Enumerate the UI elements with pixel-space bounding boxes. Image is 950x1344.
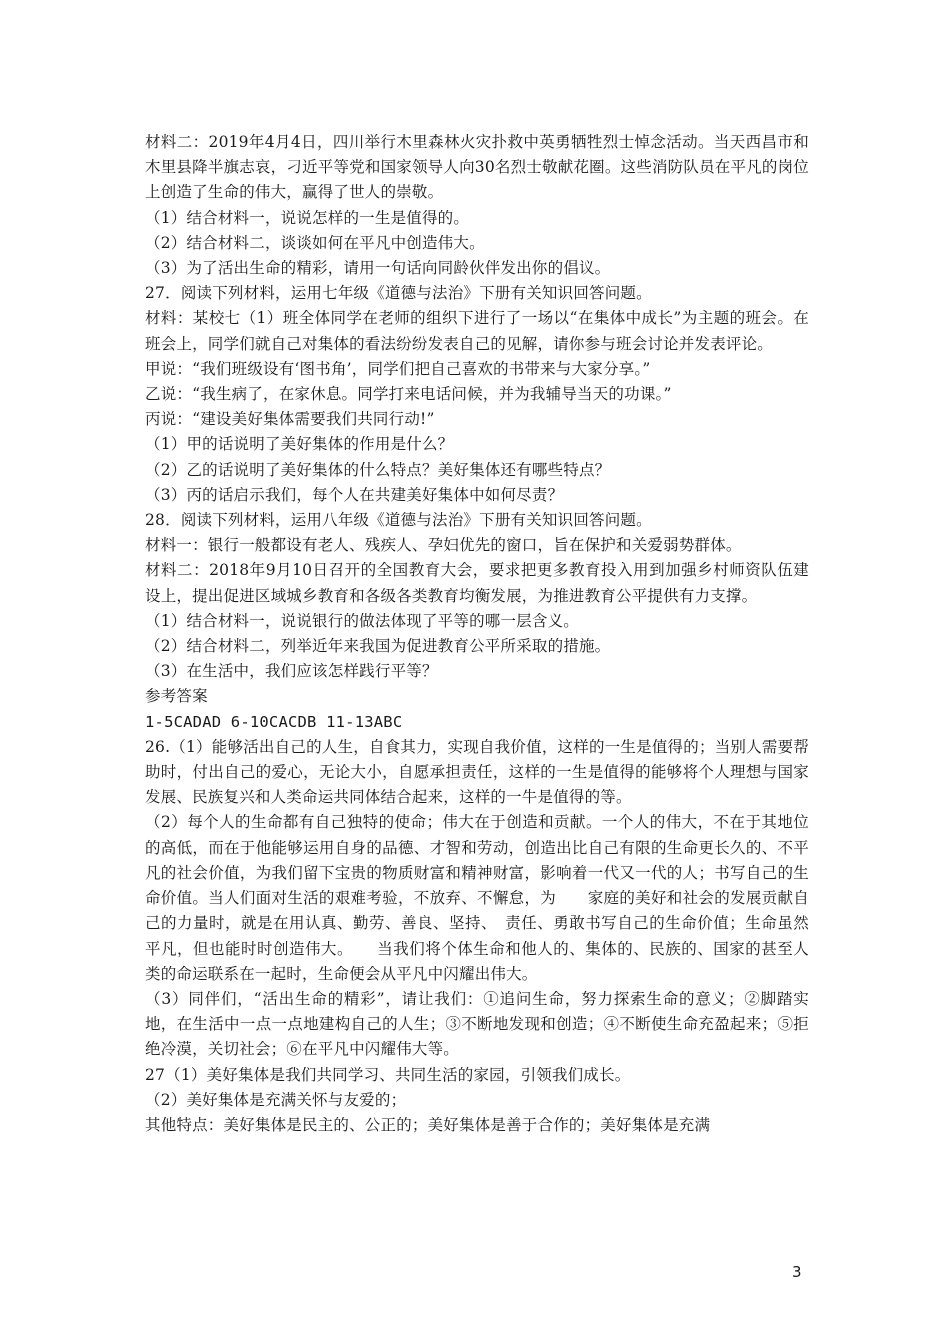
text-line: 其他特点：美好集体是民主的、公正的；美好集体是善于合作的；美好集体是充满: [145, 1115, 711, 1134]
text-line: 甲说：“我们班级设有‘图书角’，同学们把自己喜欢的书带来与大家分享。”: [145, 359, 651, 378]
text-paragraph: 26.（1）能够活出自己的人生，自食其力，实现自我价值，这样的一生是值得的；当别人需要帮助时，付出自己的爱心，无论大小，自愿承担责任，这样的一生是值得的能够将个人理想与国家发展、民族复兴和人类命运共同体结合起来，这样的一牛是值得的等。: [145, 737, 809, 807]
text-line: 27（1）美好集体是我们共同学习、共同生活的家园，引领我们成长。: [145, 1065, 631, 1084]
text-paragraph: 材料二：2019年4月4日，四川举行木里森林火灾扑救中英勇牺牲烈士悼念活动。当天西昌市和木里县降半旗志哀，刁近平等党和国家领导人向30名烈士敬献花圈。这些消防队员在平凡的岗位上创造了生命的伟大，赢得了世人的崇敬。: [145, 133, 809, 202]
text-paragraph: （2）每个人的生命都有自己独特的使命；伟大在于创造和贡献。一个人的伟大，不在于其地位的高低，而在于他能够运用自身的品德、才智和劳动，创造出比自己有限的生命更长久的、不平凡的社会价值，为我们留下宝贵的物质财富和精神财富，影响着一代又一代的人；书写自己的生命价值。当人们面对生活的艰难考验，不放弃、不懈怠，为 家庭的美好和社会的发展贡献自己的力量时，就是在用认真、勤劳、善良、坚持、 责任、勇敢书写自己的生命价值；生命虽然平凡，但也能时时创造伟大。 当我们将个体生命和他人的、集体的、民族的、国家的甚至人类的命运联系在一起时，生命便会从平凡中闪耀出伟大。: [145, 813, 809, 983]
text-line: （2）结合材料二，列举近年来我国为促进教育公平所采取的措施。: [145, 637, 611, 656]
text-paragraph: 材料：某校七（1）班全体同学在老师的组织下进行了一场以“在集体中成长”为主题的班会。在班会上，同学们就自己对集体的看法纷纷发表自己的见解，请你参与班会讨论并发表评论。: [145, 309, 809, 353]
text-line: （3）为了活出生命的精彩，请用一句话向同龄伙伴发出你的倡议。: [145, 259, 611, 278]
document-body: [145, 130, 809, 1138]
text-line: 乙说：“我生病了，在家休息。同学打来电话问候，并为我辅导当天的功课。”: [145, 385, 672, 404]
text-line: （1）结合材料一，说说怎样的一生是值得的。: [145, 208, 470, 227]
text-line: 材料一：银行一般都设有老人、残疾人、孕妇优先的窗口，旨在保护和关爱弱势群体。: [145, 536, 742, 555]
text-line: （3）在生活中，我们应该怎样践行平等？: [145, 662, 438, 681]
text-line: 参考答案: [145, 687, 208, 706]
text-line: （2）乙的话说明了美好集体的什么特点？美好集体还有哪些特点？: [145, 460, 611, 479]
text-line: （1）甲的话说明了美好集体的作用是什么？: [145, 435, 454, 454]
text-line: （2）结合材料二，谈谈如何在平凡中创造伟大。: [145, 233, 485, 252]
text-line: （3）丙的话启示我们，每个人在共建美好集体中如何尽责？: [145, 485, 564, 504]
text-line: 27．阅读下列材料，运用七年级《道德与法治》下册有关知识回答问题。: [145, 284, 652, 303]
text-line: （2）美好集体是充满关怀与友爱的；: [145, 1090, 407, 1109]
text-line: 丙说：“建设美好集体需要我们共同行动!”: [145, 410, 435, 429]
text-paragraph: 材料二：2018年9月10日召开的全国教育大会，要求把更多教育投入用到加强乡村师资队伍建设上，提出促进区域城乡教育和各级各类教育均衡发展，为推进教育公平提供有力支撑。: [145, 561, 809, 605]
text-line: 28．阅读下列材料，运用八年级《道德与法治》下册有关知识回答问题。: [145, 511, 652, 530]
text-paragraph: （3）同伴们，“活出生命的精彩”，请让我们：①追问生命，努力探索生命的意义；②脚踏实地，在生活中一点一点地建构自己的人生；③不断地发现和创造；④不断使生命充盈起来；⑤拒绝冷漠，关切社会；⑥在平凡中闪耀伟大等。: [145, 989, 809, 1059]
text-line: （1）结合材料一，说说银行的做法体现了平等的哪一层含义。: [145, 611, 579, 630]
page-number: 3: [792, 1263, 802, 1281]
text-line: 1-5CADAD 6-10CACDB 11-13ABC: [145, 712, 403, 731]
